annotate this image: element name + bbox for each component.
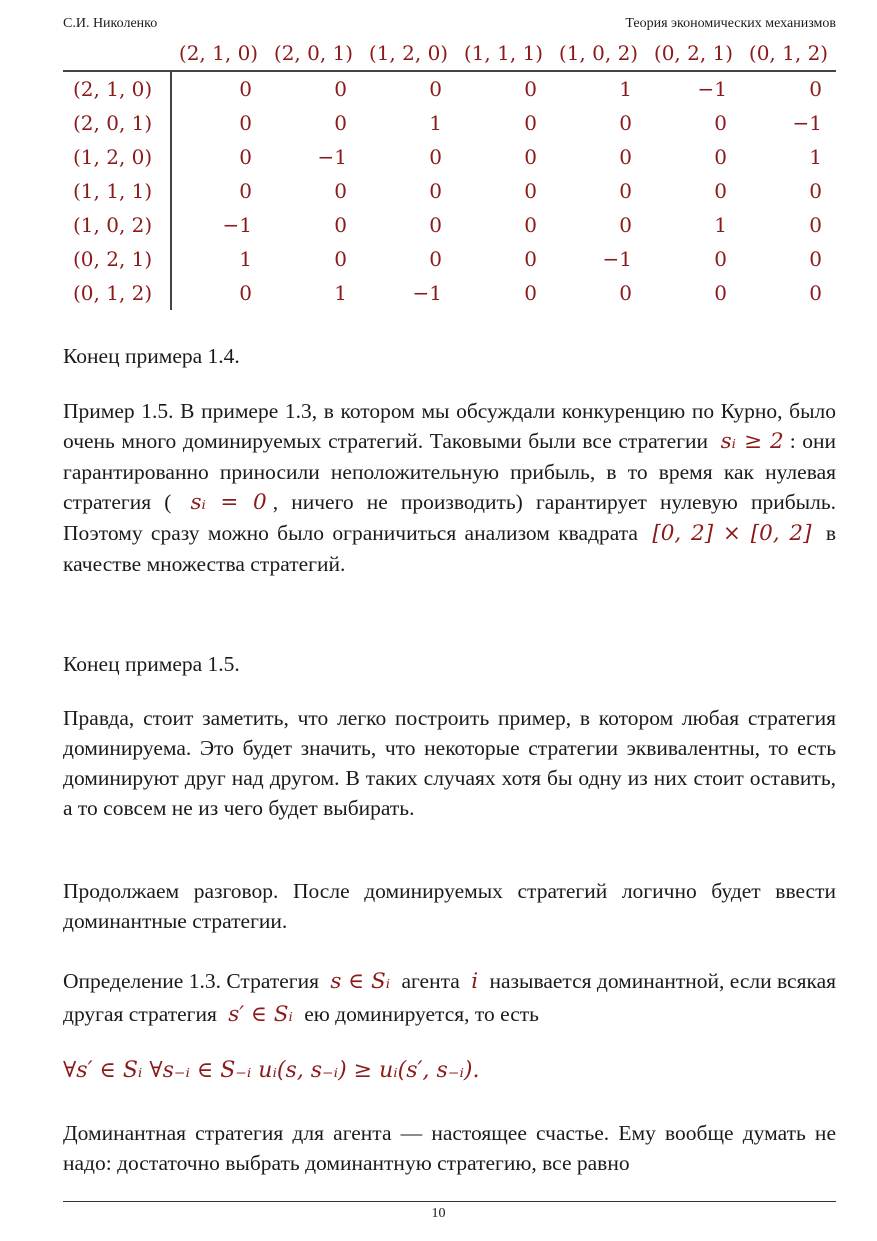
matrix-cell: 0 — [524, 145, 537, 169]
matrix-row-header: (1, 0, 2) — [63, 208, 171, 242]
matrix-row-header: (0, 2, 1) — [63, 242, 171, 276]
matrix-row-header: (2, 1, 0) — [63, 71, 171, 106]
paragraph-truth-text: Правда, стоит заметить, что легко построить пример, в котором любая стратегия доминируема. Это будет значить, что некоторые стратегии эквивалентны, то есть доминируют друг над другом. В таких случаях хотя бы одну из них стоит оставить, а то совсем не из чего будет выбирать. — [63, 706, 836, 820]
matrix-cell: 0 — [524, 213, 537, 237]
matrix-cell: 0 — [239, 179, 252, 203]
matrix-cell: 0 — [524, 111, 537, 135]
matrix-cell: 0 — [334, 213, 347, 237]
matrix-cell: 0 — [429, 77, 442, 101]
matrix-cell: 0 — [714, 145, 727, 169]
matrix-cell: 1 — [809, 145, 822, 169]
example-1-5-part1: Пример 1.5. В примере 1.3, в котором мы обсуждали конкуренцию по Курно, было очень много доминируемых стратегий. Таковыми были все стратегии — [63, 399, 836, 453]
math-square: [0, 2] × [0, 2] — [652, 521, 812, 546]
matrix-corner — [63, 36, 171, 71]
matrix-cell: 0 — [809, 179, 822, 203]
matrix-cell: 0 — [334, 247, 347, 271]
example-1-5-part4: в качестве множества стратегий. — [63, 521, 837, 576]
end-example-1-5-text: Конец примера 1.5. — [63, 652, 240, 676]
example-1-5-part3: , ничего не производить) гарантирует нулевую прибыль. Поэтому сразу можно было ограничиться анализом квадрата — [63, 490, 837, 545]
paragraph-last-text: Доминантная стратегия для агента — настоящее счастье. Ему вообще думать не надо: достаточно выбрать доминантную стратегию, все равно — [63, 1121, 836, 1175]
footer-rule — [63, 1201, 836, 1202]
matrix-cell: 0 — [619, 281, 632, 305]
paragraph-truth — [63, 703, 836, 823]
matrix-row — [63, 242, 836, 276]
matrix-cell: 0 — [239, 281, 252, 305]
matrix-cell: −1 — [317, 145, 347, 169]
matrix-cell: 0 — [619, 179, 632, 203]
matrix-cell: −1 — [697, 77, 727, 101]
matrix-cell: 0 — [524, 281, 537, 305]
matrix-cell: 0 — [524, 77, 537, 101]
matrix-cell: 1 — [619, 77, 632, 101]
matrix-cell: 0 — [714, 179, 727, 203]
end-example-1-4 — [63, 341, 836, 371]
matrix-row — [63, 140, 836, 174]
matrix-row — [63, 71, 836, 106]
matrix-row-header: (0, 1, 2) — [63, 276, 171, 310]
matrix-cell: 0 — [714, 111, 727, 135]
math-s-in-si: s ∈ Sᵢ — [330, 969, 391, 994]
matrix-row — [63, 208, 836, 242]
matrix-cell: −1 — [412, 281, 442, 305]
matrix-col-header: (0, 1, 2) — [741, 36, 836, 71]
page-number: 10 — [431, 1206, 446, 1221]
matrix-row — [63, 174, 836, 208]
matrix-cell: 1 — [429, 111, 442, 135]
matrix-row-header: (1, 2, 0) — [63, 140, 171, 174]
example-1-5 — [63, 396, 836, 579]
header-title: Теория экономических механизмов — [625, 16, 836, 31]
math-si-eq-0: sᵢ = 0 — [190, 490, 267, 515]
display-formula: ∀s′ ∈ Sᵢ ∀s₋ᵢ ∈ S₋ᵢ uᵢ(s, s₋ᵢ) ≥ uᵢ(s′, s₋ᵢ). — [63, 1058, 480, 1083]
matrix-cell: 0 — [619, 111, 632, 135]
definition-part4: ею доминируется, то есть — [304, 1002, 539, 1026]
matrix-cell: 0 — [809, 281, 822, 305]
definition-part1: Определение 1.3. Стратегия — [63, 969, 319, 993]
matrix-col-header: (2, 1, 0) — [171, 36, 266, 71]
matrix-cell: 0 — [714, 247, 727, 271]
math-sprime-in-si: s′ ∈ Sᵢ — [228, 1002, 293, 1027]
matrix-cell: 0 — [809, 77, 822, 101]
matrix-cell: 0 — [429, 247, 442, 271]
matrix-cell: 0 — [239, 145, 252, 169]
matrix-col-header: (0, 2, 1) — [646, 36, 741, 71]
matrix-cell: 1 — [714, 213, 727, 237]
matrix-cell: 0 — [334, 111, 347, 135]
matrix-cell: 0 — [714, 281, 727, 305]
definition-1-3 — [63, 965, 836, 1031]
matrix-cell: 0 — [334, 77, 347, 101]
matrix-cell: 1 — [239, 247, 252, 271]
definition-part3: называется доминантной, если всякая другая стратегия — [63, 969, 837, 1026]
paragraph-continue — [63, 876, 836, 936]
matrix-cell: 0 — [239, 111, 252, 135]
matrix-col-header: (2, 0, 1) — [266, 36, 361, 71]
matrix-cell: 0 — [429, 145, 442, 169]
matrix-cell: 0 — [619, 213, 632, 237]
matrix-cell: 1 — [334, 281, 347, 305]
matrix-cell: 0 — [619, 145, 632, 169]
matrix-col-header: (1, 1, 1) — [456, 36, 551, 71]
matrix-cell: 0 — [429, 179, 442, 203]
matrix-row-header: (2, 0, 1) — [63, 106, 171, 140]
definition-part2: агента — [401, 969, 460, 993]
example-1-5-part2: : они гарантированно приносили неположительную прибыль, в то время как нулевая стратегия ( — [63, 429, 836, 514]
matrix-cell: 0 — [809, 213, 822, 237]
matrix-col-header: (1, 0, 2) — [551, 36, 646, 71]
paragraph-last — [63, 1118, 836, 1178]
paragraph-continue-text: Продолжаем разговор. После доминируемых стратегий логично будет ввести доминантные стратегии. — [63, 879, 836, 933]
matrix-cell: 0 — [524, 179, 537, 203]
payoff-matrix — [63, 36, 836, 310]
matrix-cell: 0 — [429, 213, 442, 237]
matrix-cell: 0 — [524, 247, 537, 271]
matrix-cell: −1 — [792, 111, 822, 135]
matrix-cell: 0 — [809, 247, 822, 271]
math-i: i — [471, 969, 479, 994]
header-author: С.И. Николенко — [63, 16, 158, 31]
matrix-col-header: (1, 2, 0) — [361, 36, 456, 71]
end-example-1-4-text: Конец примера 1.4. — [63, 344, 240, 368]
matrix-cell: −1 — [602, 247, 632, 271]
matrix-row — [63, 106, 836, 140]
matrix-cell: −1 — [222, 213, 252, 237]
matrix-cell: 0 — [239, 77, 252, 101]
matrix-row — [63, 276, 836, 310]
matrix-row-header: (1, 1, 1) — [63, 174, 171, 208]
matrix-cell: 0 — [334, 179, 347, 203]
end-example-1-5 — [63, 649, 836, 679]
math-si-ge-2: sᵢ ≥ 2 — [720, 429, 784, 454]
